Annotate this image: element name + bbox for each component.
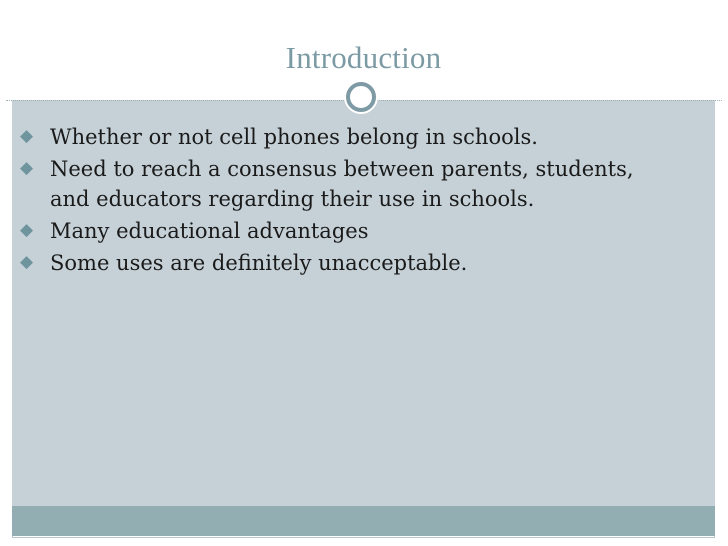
bullet-icon: ◆ (20, 158, 34, 178)
bullet-icon: ◆ (20, 126, 34, 146)
bullet-item (16, 122, 636, 152)
bullet-text: Some uses are definitely unacceptable. (50, 251, 468, 275)
bullet-text: Need to reach a consensus between parents, students, and educators regarding their use in schools. (50, 157, 634, 211)
bullet-item (16, 248, 636, 278)
ring-ornament-icon (346, 82, 376, 112)
bullet-item (16, 154, 636, 214)
bullet-icon: ◆ (20, 220, 34, 240)
slide-title: Introduction (285, 40, 442, 75)
bullet-list (16, 122, 636, 280)
bullet-text: Many educational advantages (50, 219, 369, 243)
bullet-text: Whether or not cell phones belong in schools. (50, 125, 538, 149)
bullet-item (16, 216, 636, 246)
footer-bar (12, 506, 715, 536)
bullet-icon: ◆ (20, 252, 34, 272)
